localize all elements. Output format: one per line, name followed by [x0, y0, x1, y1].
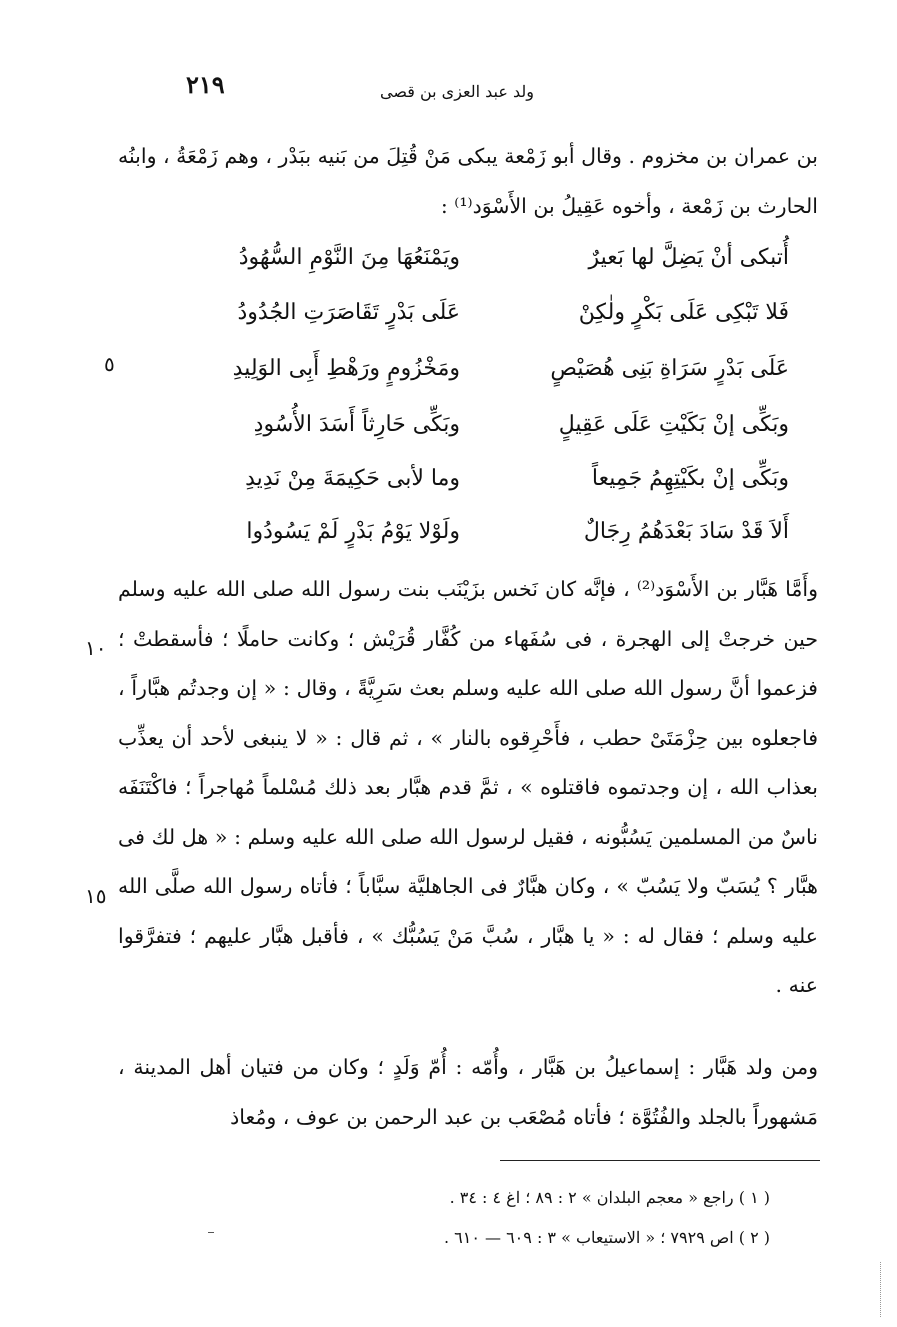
verse-2-second-hemistich: عَلَى بَدْرٍ تَقَاصَرَتِ الجُدُودُ — [237, 300, 460, 325]
running-head: ولد عبد العزى بن قصى — [380, 82, 534, 101]
footnote-divider — [500, 1160, 820, 1161]
margin-line-number-5: ٥ — [104, 352, 115, 376]
paragraph-ismail: ومن ولد هَبَّار : إسماعيلُ بن هَبَّار ، وأُمّه : أُمّ وَلَدٍ ؛ وكان من فتيان أهل المدينة ، مَشهوراً بالجلد والفُتُوَّة ؛ فأتاه مُصْعَب بن عبد الرحمن بن عوف ، ومُعاذ — [118, 1055, 818, 1129]
footnote-2: ( ٢ ) اص ٧٩٢٩ ؛ « الاستيعاب » ٣ : ٦٠٩ — ٦١٠ . — [443, 1228, 770, 1247]
verse-3-first-hemistich: عَلَى بَدْرٍ سَرَاةِ بَنِى هُصَيْصٍ — [550, 356, 789, 381]
print-mark — [208, 1232, 214, 1233]
page-edge-mark — [880, 1262, 882, 1317]
verse-4-first-hemistich: وبَكِّى إنْ بَكَيْتِ عَلَى عَقِيلٍ — [558, 412, 789, 437]
verse-6-second-hemistich: ولَوْلا يَوْمُ بَدْرٍ لَمْ يَسُودُوا — [246, 519, 460, 544]
verse-6-first-hemistich: أَلاَ قَدْ سَادَ بَعْدَهُمُ رِجَالٌ — [583, 519, 789, 544]
verse-2-first-hemistich: فَلا تَبْكِى عَلَى بَكْرٍ ولٰكِنْ — [578, 300, 789, 325]
paragraph-intro: بن عمران بن مخزوم . وقال أبو زَمْعة يبكى مَنْ قُتِلَ من بَنيه ببَدْر ، وهم زَمْعَةُ ، وابنُه الحارث بن زَمْعة ، وأخوه عَقِيلُ بن الأَسْوَد⁽¹⁾ : — [118, 144, 818, 218]
paragraph-habbar: وأَمَّا هَبَّار بن الأَسْوَد⁽²⁾ ، فإنَّه كان نَخس بزَيْنَب بنت رسول الله صلى الله عليه وسلم حين خرجتْ إلى الهجرة ، فى سُفَهاء من كُفَّار قُرَيْش ؛ وكانت حاملًا ؛ فأسقطتْ ؛ فزعموا أنَّ رسول الله صلى الله عليه وسلم بعث سَرِيَّةً ، وقال : « إن وجدتُم هبَّاراً ، فاجعلوه بين حِزْمَتَىْ حطب ، فأَحْرِقوه بالنار » ، ثم قال : « لا ينبغى لأحد أن يعذِّب بعذاب الله ، إن وجدتموه فاقتلوه » ، ثمَّ قدم هبَّار بعد ذلك مُسْلماً مُهاجراً ؛ فاكْتَنَفَه ناسٌ من المسلمين يَسُبُّونه ، فقيل لرسول الله صلى الله عليه وسلم : « هل لك فى هبَّار ؟ يُسَبّ ولا يَسُبّ » ، وكان هبَّارٌ فى الجاهليَّة سبَّاباً ؛ فأتاه رسول الله صلَّى الله عليه وسلم ؛ فقال له : « يا هبَّار ، سُبَّ مَنْ يَسُبُّك » ، فأقبل هبَّار عليهم ؛ فتفرَّقوا عنه . — [118, 577, 818, 997]
verse-5-first-hemistich: وبَكِّى إنْ بكَيْتِهِمُ جَمِيعاً — [591, 466, 789, 491]
verse-1-first-hemistich: أُتبكى أنْ يَضِلَّ لها بَعيرٌ — [588, 245, 789, 270]
verse-4-second-hemistich: وبَكِّى حَارِثاً أَسَدَ الأُسُودِ — [253, 412, 460, 437]
page-number: ٢١٩ — [186, 70, 225, 99]
verse-5-second-hemistich: وما لأبى حَكِيمَةَ مِنْ نَدِيدِ — [245, 466, 460, 491]
margin-line-number-15: ١٥ — [85, 884, 107, 908]
footnote-1: ( ١ ) راجع « معجم البلدان » ٢ : ٨٩ ؛ اغ ٤ : ٣٤ . — [449, 1188, 770, 1207]
verse-3-second-hemistich: ومَخْزُومٍ ورَهْطِ أَبِى الوَلِيدِ — [232, 356, 460, 381]
margin-line-number-10: ١٠ — [85, 636, 107, 660]
verse-1-second-hemistich: ويَمْنَعُهَا مِنَ النَّوْمِ السُّهُودُ — [238, 245, 460, 270]
